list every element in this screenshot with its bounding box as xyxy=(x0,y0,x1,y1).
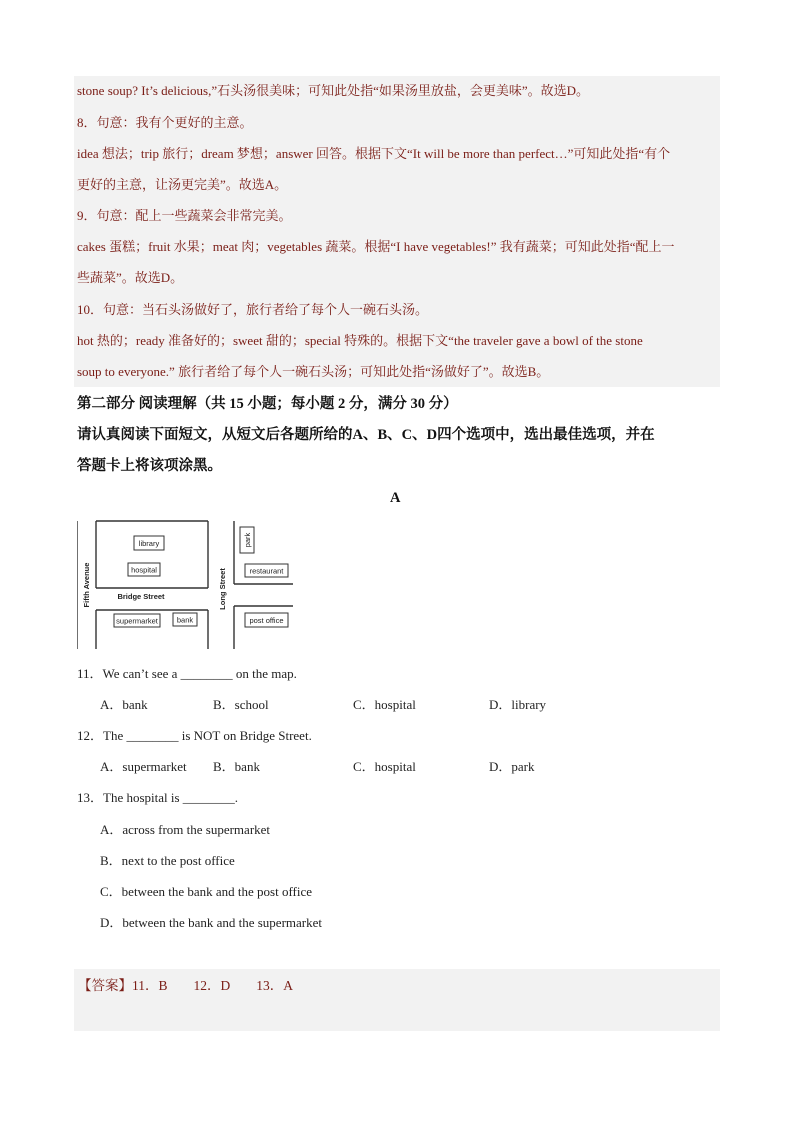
question-option[interactable]: C．hospital xyxy=(353,697,416,712)
supermarket-label: supermarket xyxy=(116,616,158,626)
answer-label: 【答案】 xyxy=(78,978,132,993)
answer-line xyxy=(78,978,319,994)
section-instruction: 请认真阅读下面短文，从短文后各题所给的A、B、C、D四个选项中，选出最佳选项，并在 xyxy=(77,427,655,443)
section-instruction: 答题卡上将该项涂黑。 xyxy=(77,458,222,474)
question-stem: 13．The hospital is ________. xyxy=(77,790,239,805)
question-option[interactable]: A．across from the supermarket xyxy=(100,822,271,837)
bank-label: bank xyxy=(176,615,194,625)
explanation-line: stone soup? It’s delicious,”石头汤很美味；可知此处指“如果汤里放盐，会更美味”。故选D。 xyxy=(77,83,590,98)
explanation-line: 8．句意：我有个更好的主意。 xyxy=(77,115,253,130)
question-option[interactable]: C．hospital xyxy=(353,759,416,774)
explanation-line: 些蔬菜”。故选D。 xyxy=(77,270,184,285)
answer-item: 12．D xyxy=(193,978,231,993)
park-label: park xyxy=(243,532,252,548)
restaurant-label: restaurant xyxy=(249,566,284,576)
question-option[interactable]: D．library xyxy=(489,697,547,712)
hospital-label: hospital xyxy=(131,565,157,575)
question-option[interactable]: C．between the bank and the post office xyxy=(100,884,313,899)
passage-label: A xyxy=(390,490,401,506)
explanation-line: 9．句意：配上一些蔬菜会非常完美。 xyxy=(77,208,292,223)
library-label: library xyxy=(138,539,160,548)
answer-item: 11．B xyxy=(132,978,168,993)
fifth-avenue-label: Fifth Avenue xyxy=(82,562,91,608)
explanation-line: 更好的主意，让汤更完美”。故选A。 xyxy=(77,177,288,192)
question-option[interactable]: A．bank xyxy=(100,697,148,712)
question-stem: 11．We can’t see a ________ on the map. xyxy=(77,666,297,681)
explanation-line: idea 想法；trip 旅行；dream 梦想；answer 回答。根据下文“It will be more than perfect…”可知此处指“有个 xyxy=(77,146,671,161)
explanation-line: soup to everyone.” 旅行者给了每个人一碗石头汤；可知此处指“汤做好了”。故选B。 xyxy=(77,364,550,379)
section-title: 第二部分 阅读理解（共 15 小题；每小题 2 分，满分 30 分） xyxy=(77,396,458,412)
bridge-street-label: Bridge Street xyxy=(117,592,165,601)
question-stem: 12．The ________ is NOT on Bridge Street. xyxy=(77,728,312,743)
question-option[interactable]: D．between the bank and the supermarket xyxy=(100,915,323,930)
explanation-line: 10．句意：当石头汤做好了，旅行者给了每个人一碗石头汤。 xyxy=(77,302,429,317)
question-option[interactable]: A．supermarket xyxy=(100,759,187,774)
question-option[interactable]: B．bank xyxy=(213,759,260,774)
question-option[interactable]: B．school xyxy=(213,697,269,712)
question-option[interactable]: D．park xyxy=(489,759,535,774)
post-office-label: post office xyxy=(249,616,284,625)
question-option[interactable]: B．next to the post office xyxy=(100,853,235,868)
street-map xyxy=(77,519,295,651)
long-street-label: Long Street xyxy=(218,568,227,610)
answer-item: 13．A xyxy=(256,978,294,993)
explanation-line: hot 热的；ready 准备好的；sweet 甜的；special 特殊的。根据下文“the traveler gave a bowl of the stone xyxy=(77,333,643,348)
explanation-line: cakes 蛋糕；fruit 水果；meat 肉；vegetables 蔬菜。根据“I have vegetables!” 我有蔬菜；可知此处指“配上一 xyxy=(77,239,675,254)
